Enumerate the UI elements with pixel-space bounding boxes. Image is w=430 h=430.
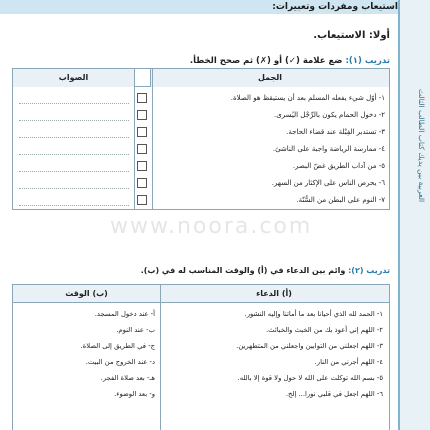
section-title: أولا: الاستيعاب. [313,30,390,41]
table-header-row [13,69,389,87]
book-title-vertical: العربية بين يديك كتاب الطالب الثالث [417,88,426,202]
answer-line[interactable] [19,154,129,155]
true-false-table [12,68,390,210]
answer-line[interactable] [19,205,129,206]
side-divider [398,0,400,430]
sentence-row: ٥- من آداب الطريق غضّ البصر. [292,162,385,170]
sentence-row: ٤- ممارسة الرياضة واجبة على الناشئ. [272,145,385,153]
duaa-item: ٤- اللهم أجرني من النار. [314,358,383,366]
sentence-row: ٦- يحرص الناس على الإكثار من السهر. [271,179,385,187]
matching-table [12,284,390,430]
exercise1-label: تدريب (١): [345,56,390,66]
watermark: www.noora.com [110,214,313,239]
time-item: د- عند الخروج من البيت. [85,358,155,366]
time-item: ج- في الطريق إلى الصلاة. [80,342,155,350]
column-header-sentences: الجمل [151,69,389,87]
answer-line[interactable] [19,103,129,104]
column-divider [160,285,161,430]
answer-checkbox[interactable] [137,127,147,137]
side-band [400,0,430,430]
answer-line[interactable] [19,120,129,121]
answer-line[interactable] [19,171,129,172]
exercise2-instruction: وائم بين الدعاء في (أ) والوقت المناسب له في (ب). [140,266,346,275]
duaa-item: ٦- اللهم اجعل في قلبي نورا... إلخ. [285,390,383,398]
time-item: و- بعد الوضوء. [114,390,155,398]
exercise1-instruction: ضع علامة (✓) أو (✗) ثم صحح الخطأ. [189,56,343,66]
duaa-item: ٣- اللهم اجعلني من التوابين واجعلني من المتطهرين. [236,342,383,350]
duaa-item: ١- الحمد لله الذي أحيانا بعد ما أماتنا وإليه النشور. [244,310,383,318]
time-item: أ- عند دخول المسجد. [94,310,155,318]
sentence-row: ٢- دخول الحمام يكون بالرِّجْل اليُسرى. [274,111,385,119]
exercise2-label: تدريب (٢): [348,266,390,275]
exercise2-title [141,266,390,275]
time-item: ب- عند النوم. [116,326,155,334]
page-header [0,0,430,14]
exercise1-title [190,56,390,66]
header-title: استيعاب ومفردات وتعبيرات: [272,2,398,12]
answer-line[interactable] [19,137,129,138]
column-header-correct: الصواب [13,69,134,87]
column-header-duaa: (أ) الدعاء [159,285,389,303]
answer-checkbox[interactable] [137,144,147,154]
column-header-check [133,69,151,87]
answer-checkbox[interactable] [137,195,147,205]
answer-checkbox[interactable] [137,178,147,188]
sentence-row: ٣- تستدبر القِبْلة عند قضاء الحاجة. [286,128,385,136]
duaa-item: ٢- اللهم إني أعوذ بك من الخبث والخبائث. [265,326,383,334]
column-divider [134,69,135,209]
time-item: هـ- بعد صلاة الفجر. [100,374,155,382]
sentence-row: ١- أوّل شيء يفعله المسلم بعد أن يستيقظ هو الصلاة. [230,94,385,102]
duaa-item: ٥- بسم الله توكلت على الله لا حول ولا قوة إلا بالله. [237,374,383,382]
column-header-time: (ب) الوقت [13,285,160,303]
answer-checkbox[interactable] [137,93,147,103]
answer-checkbox[interactable] [137,161,147,171]
sentence-row: ٧- النوم على البطن من السُّنّة. [296,196,385,204]
answer-line[interactable] [19,188,129,189]
answer-checkbox[interactable] [137,110,147,120]
